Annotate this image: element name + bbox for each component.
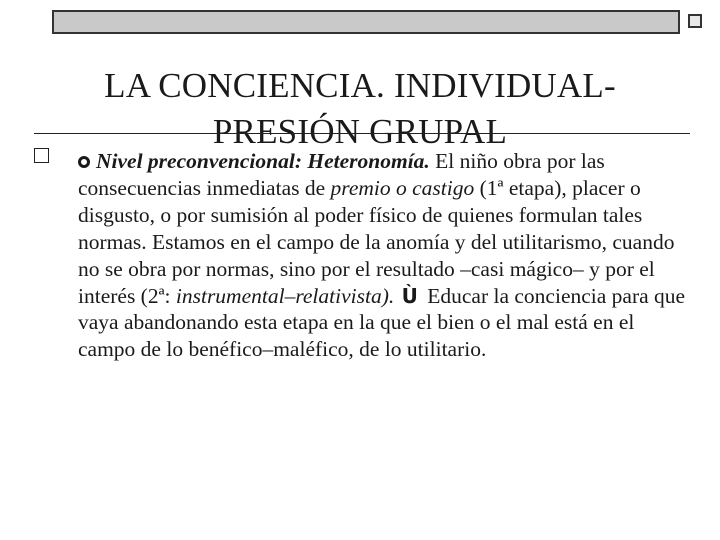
- title-line-1: LA CONCIENCIA. INDIVIDUAL-: [104, 66, 616, 106]
- body-text-c: Educar la conciencia para que vaya abandonando esta etapa en la que el bien o el mal está en el campo de lo benéfico–maléfico, de lo utilitario.: [78, 283, 686, 362]
- title-line-2: PRESIÓN GRUPAL: [212, 112, 508, 152]
- corner-decor-square: [688, 14, 702, 28]
- level-heading: Nivel preconvencional: Heteronomía.: [96, 149, 430, 173]
- square-bullet-icon: [34, 148, 49, 163]
- body-italic-a: premio o castigo: [330, 175, 475, 200]
- slide-title: [30, 63, 690, 155]
- body-text-a: El niño obra por las consecuencias inmediatas de: [78, 149, 605, 200]
- body-italic-b: instrumental–relativista).: [175, 283, 395, 308]
- body-text-b: (1ª etapa), placer o disgusto, o por sumisión al poder físico de quienes formulan tales normas. Estamos en el campo de la anomía y del utilitarismo, cuando no se obra por normas, sino por el resultado –casi mágico– y por el interés (2ª:: [78, 175, 675, 308]
- wedge-symbol-icon: Ù: [401, 283, 418, 308]
- header-decor-bar: [52, 10, 680, 34]
- ring-bullet-icon: [78, 156, 90, 168]
- body-paragraph: [78, 148, 690, 363]
- title-divider: [34, 133, 690, 134]
